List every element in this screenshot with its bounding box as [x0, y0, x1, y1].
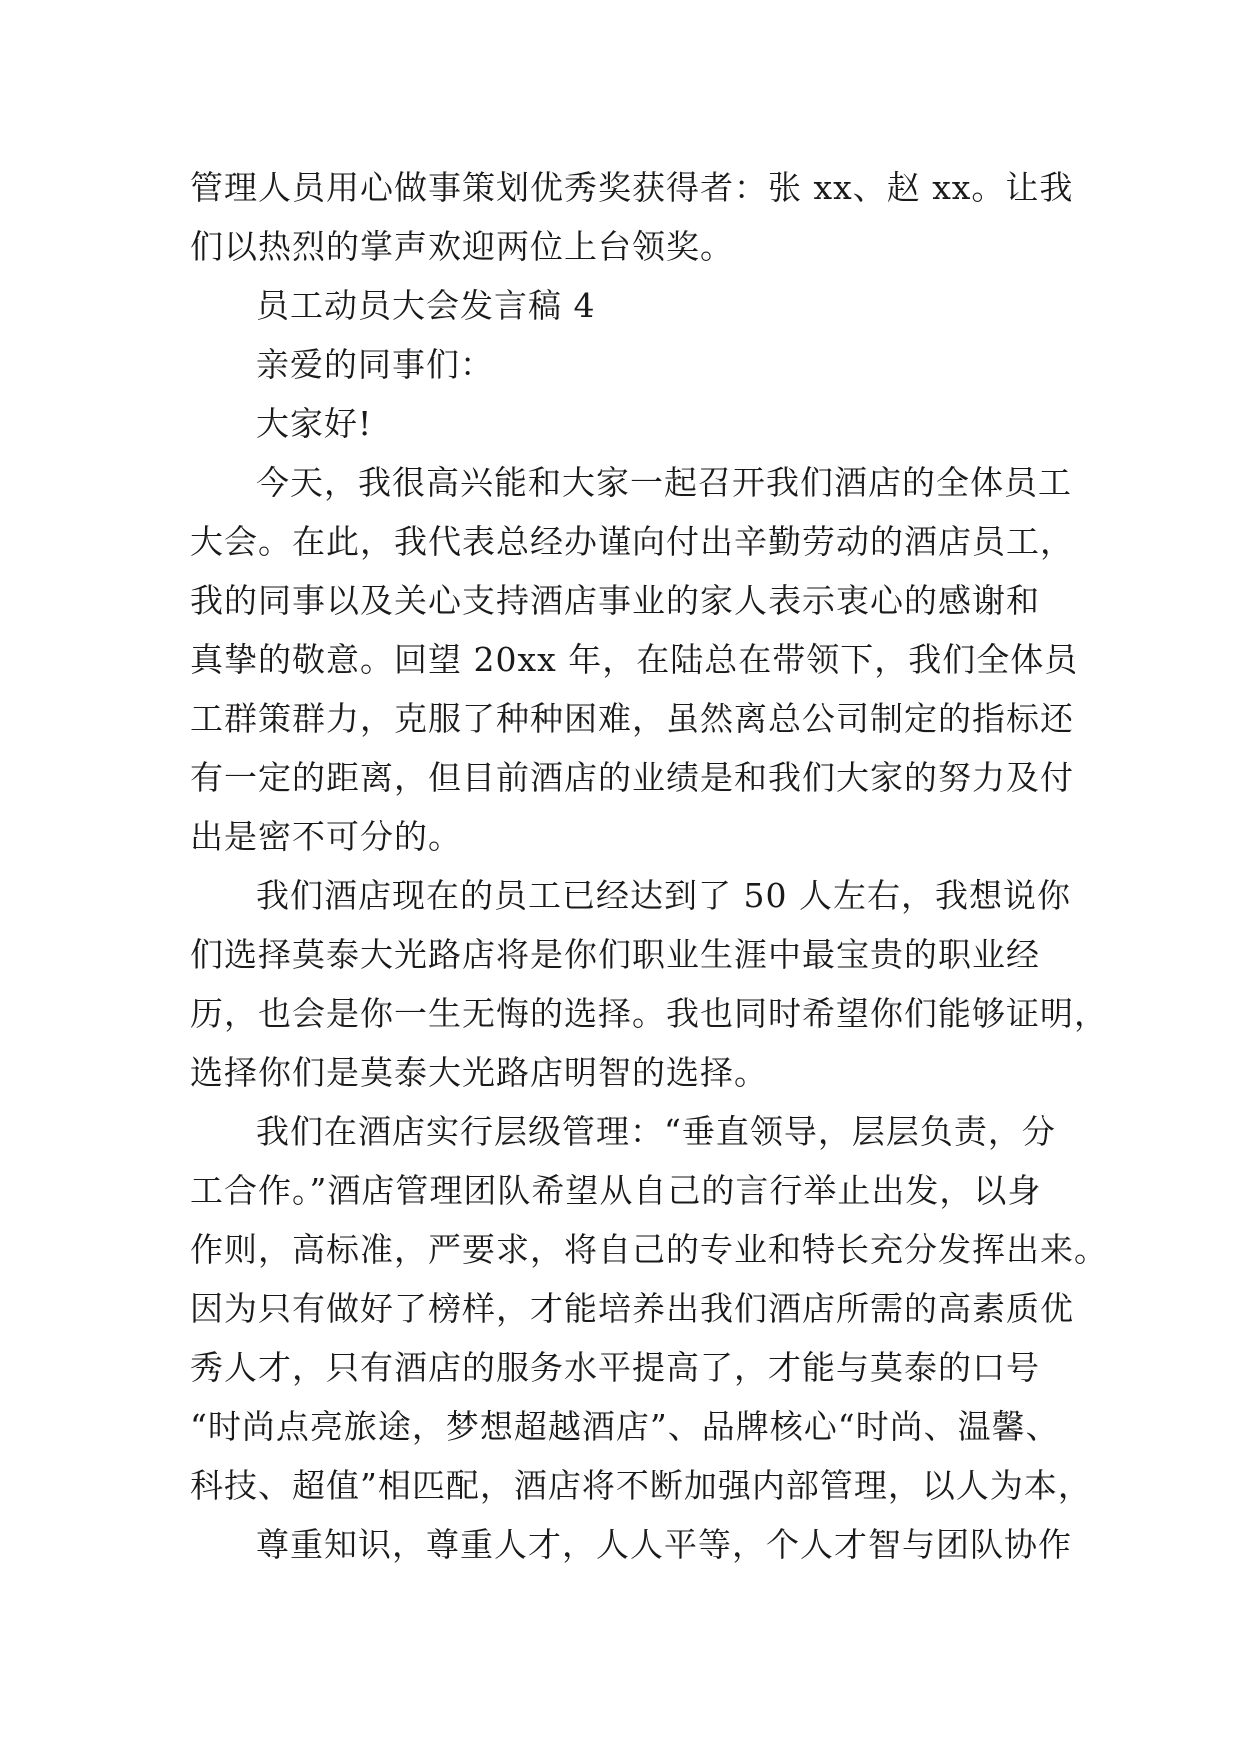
text-line: 工群策群力，克服了种种困难，虽然离总公司制定的指标还: [190, 699, 1074, 738]
text-line: 因为只有做好了榜样，才能培养出我们酒店所需的高素质优: [190, 1289, 1074, 1328]
text-line: 亲爱的同事们：: [256, 345, 494, 384]
text-line: 我的同事以及关心支持酒店事业的家人表示衷心的感谢和: [190, 581, 1040, 620]
text-line: 我们酒店现在的员工已经达到了 50 人左右，我想说你: [256, 876, 1071, 915]
text-line: 有一定的距离，但目前酒店的业绩是和我们大家的努力及付: [190, 758, 1074, 797]
text-line: 们选择莫泰大光路店将是你们职业生涯中最宝贵的职业经: [190, 935, 1040, 974]
text-line: 秀人才，只有酒店的服务水平提高了，才能与莫泰的口号: [190, 1348, 1040, 1387]
text-line: 作则，高标准，严要求，将自己的专业和特长充分发挥出来。: [190, 1230, 1108, 1269]
text-line: 选择你们是莫泰大光路店明智的选择。: [190, 1053, 768, 1092]
text-line: 员工动员大会发言稿 4: [256, 286, 596, 325]
text-line: 真挚的敬意。回望 20xx 年，在陆总在带领下，我们全体员: [190, 640, 1079, 679]
text-line: 大会。在此，我代表总经办谨向付出辛勤劳动的酒店员工，: [190, 522, 1074, 561]
text-line: 们以热烈的掌声欢迎两位上台领奖。: [190, 227, 734, 266]
text-line: 出是密不可分的。: [190, 817, 462, 856]
text-line: 我们在酒店实行层级管理：“垂直领导，层层负责，分: [256, 1112, 1056, 1151]
text-line: 今天，我很高兴能和大家一起召开我们酒店的全体员工: [256, 463, 1072, 502]
text-line: 大家好!: [256, 404, 373, 443]
text-line: 科技、超值”相匹配，酒店将不断加强内部管理，以人为本，: [190, 1466, 1092, 1505]
text-line: 管理人员用心做事策划优秀奖获得者：张 xx、赵 xx。让我: [190, 168, 1074, 207]
text-line: 历，也会是你一生无悔的选择。我也同时希望你们能够证明，: [190, 994, 1108, 1033]
text-line: 工合作。”酒店管理团队希望从自己的言行举止出发，以身: [190, 1171, 1042, 1210]
text-line: 尊重知识，尊重人才，人人平等，个人才智与团队协作: [256, 1525, 1072, 1564]
document-body: [190, 158, 1108, 1574]
text-line: “时尚点亮旅途，梦想超越酒店”、品牌核心“时尚、温馨、: [190, 1407, 1060, 1446]
